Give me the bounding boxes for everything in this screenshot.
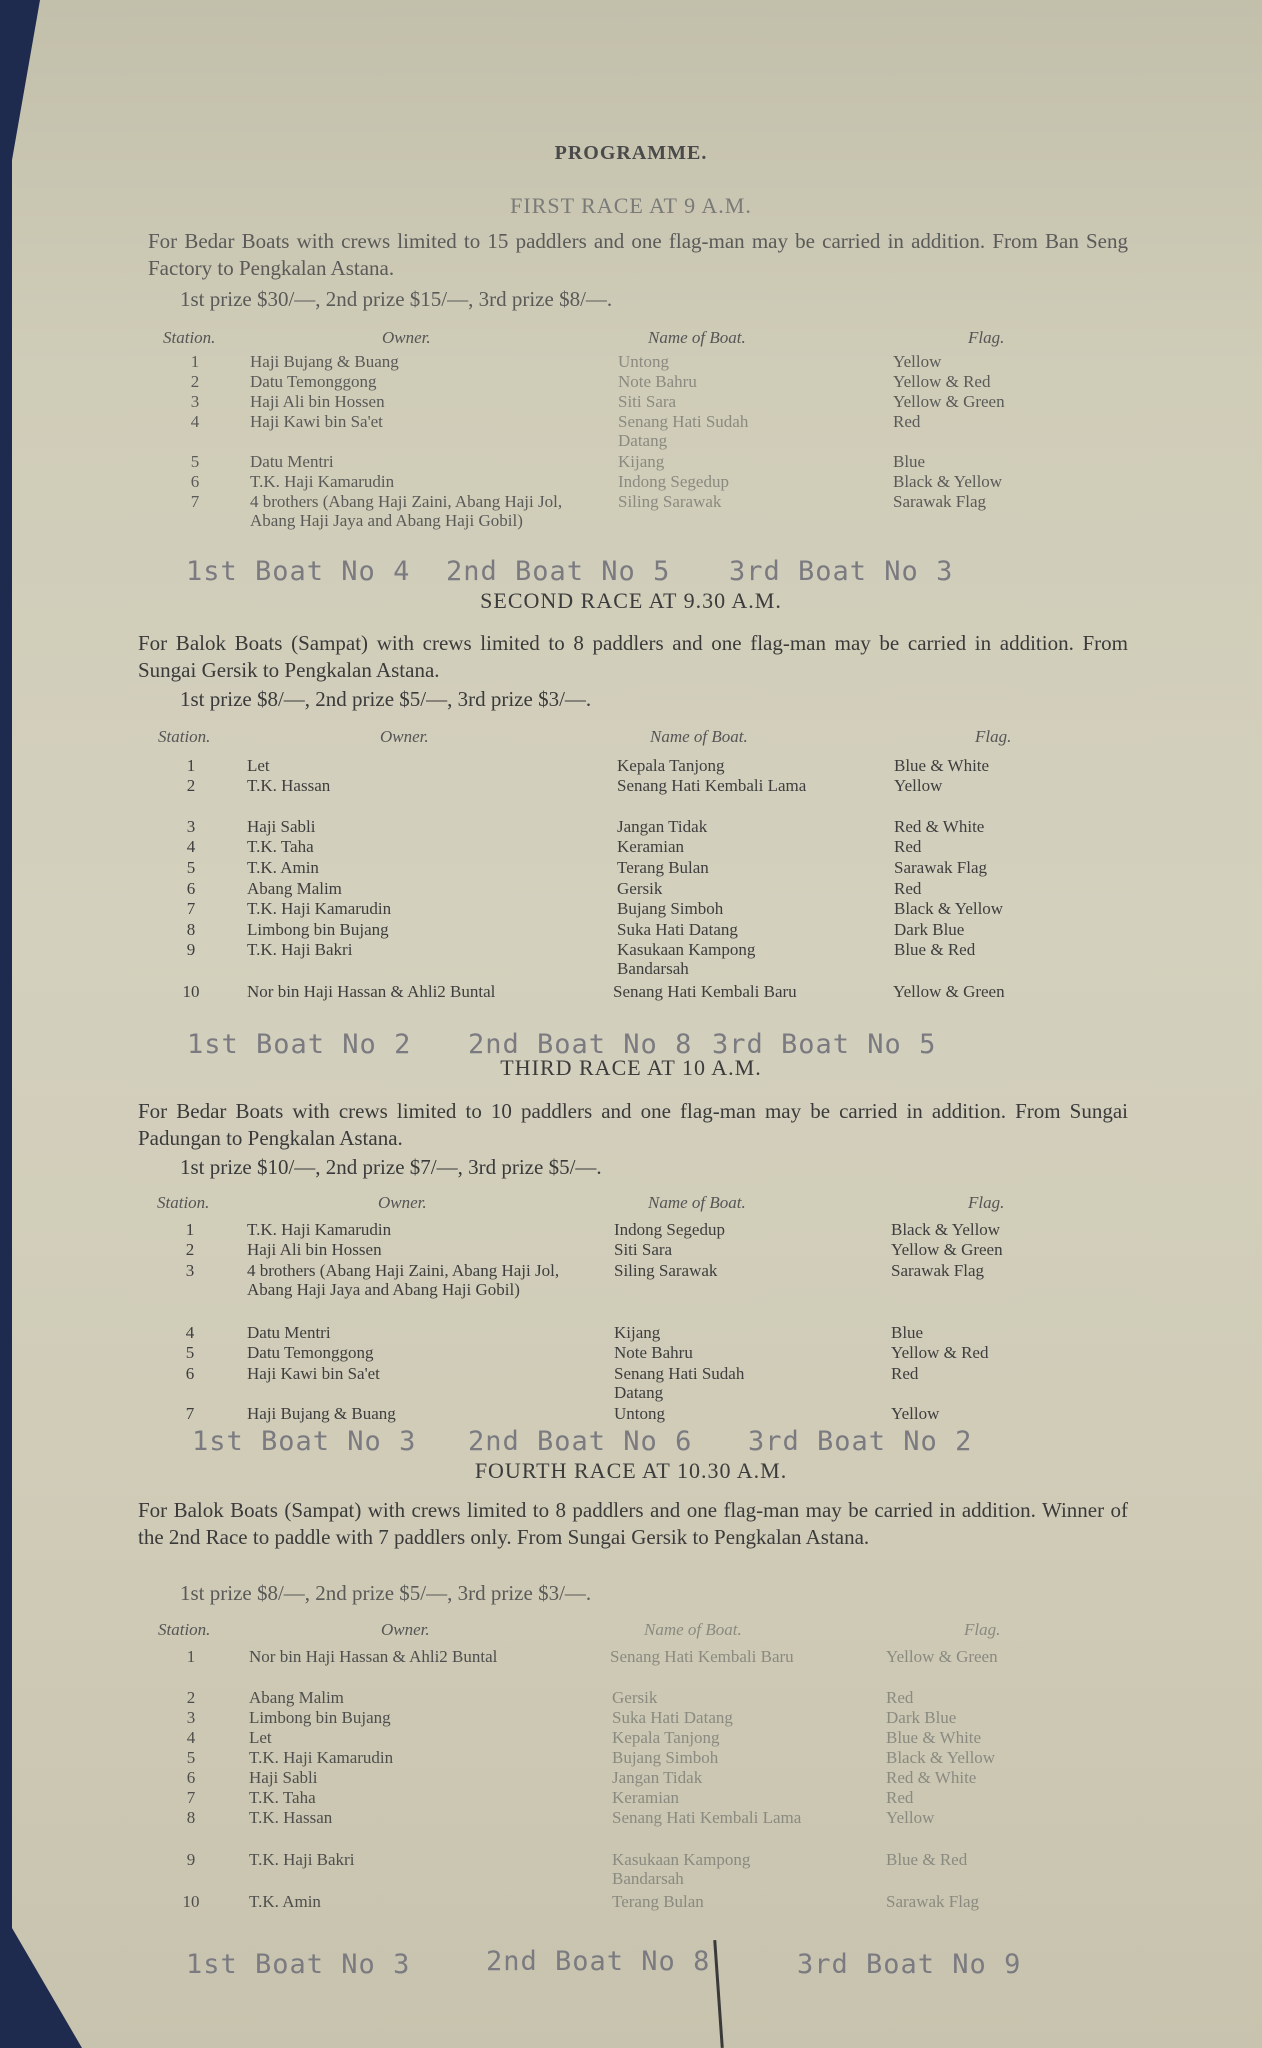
owner-name: T.K. Haji Kamarudin	[247, 1220, 392, 1239]
flag-colour: Yellow & Green	[893, 982, 1005, 1001]
boat-name: Untong	[618, 352, 669, 371]
flag-colour: Sarawak Flag	[891, 1261, 985, 1280]
flag-colour: Sarawak Flag	[894, 858, 988, 877]
flag-colour: Red & White	[886, 1768, 977, 1787]
race-4-prizes: 1st prize $8/—, 2nd prize $5/—, 3rd prize $3/—.	[180, 1581, 592, 1605]
owner-name: T.K. Amin	[249, 1892, 321, 1911]
race-1-first-place: 1st Boat No 4	[186, 556, 411, 587]
race-3-prizes: 1st prize $10/—, 2nd prize $7/—, 3rd prize $5/—.	[180, 1155, 602, 1179]
station-number: 10	[182, 982, 200, 1001]
owner-name: Limbong bin Bujang	[249, 1708, 391, 1727]
boat-name: Note Bahru	[614, 1343, 693, 1362]
station-number: 6	[186, 879, 196, 898]
owner-name: Datu Mentri	[247, 1323, 331, 1342]
owner-name: Haji Sabli	[247, 817, 316, 836]
boat-name: Terang Bulan	[612, 1892, 704, 1911]
station-number: 5	[186, 1748, 196, 1767]
flag-colour: Yellow & Green	[891, 1240, 1003, 1259]
race-1-third-place: 3rd Boat No 3	[729, 556, 954, 587]
station-number: 4	[186, 837, 196, 856]
race-4-heading: FOURTH RACE AT 10.30 A.M.	[474, 1458, 788, 1483]
flag-colour: Yellow	[893, 352, 942, 371]
boat-name: Untong	[614, 1404, 665, 1423]
boat-name: Senang Hati Kembali Baru	[613, 982, 797, 1001]
col-station: Station.	[158, 1620, 211, 1639]
boat-name: Kepala Tanjong	[612, 1728, 720, 1747]
flag-colour: Black & Yellow	[893, 472, 1003, 491]
race-4-second-place: 2nd Boat No 8	[486, 1946, 711, 1977]
boat-name: Senang Hati Kembali Baru	[610, 1647, 794, 1666]
station-number: 4	[185, 1323, 195, 1342]
race-2-third-place: 3rd Boat No 5	[712, 1029, 937, 1060]
race-1-description: For Bedar Boats with crews limited to 15 paddlers and one flag-man may be carried in addition. From Ban Seng Factory to Pengkalan Astana.	[148, 229, 1128, 280]
boat-name: Siti Sara	[618, 392, 677, 411]
flag-colour: Black & Yellow	[891, 1220, 1001, 1239]
boat-name: Keramian	[617, 837, 685, 856]
owner-name: T.K. Hassan	[249, 1808, 333, 1827]
owner-name: Datu Temonggong	[247, 1343, 374, 1362]
flag-colour: Sarawak Flag	[893, 492, 987, 511]
race-3-second-place: 2nd Boat No 6	[468, 1426, 693, 1457]
station-number: 7	[186, 899, 196, 918]
race-3-first-place: 1st Boat No 3	[192, 1426, 417, 1457]
owner-name: Abang Malim	[249, 1688, 344, 1707]
flag-colour: Yellow	[886, 1808, 935, 1827]
flag-colour: Dark Blue	[894, 920, 965, 939]
col-station: Station.	[157, 1193, 210, 1212]
station-number: 3	[185, 1261, 195, 1280]
race-4-first-place: 1st Boat No 3	[186, 1949, 411, 1980]
owner-name: 4 brothers (Abang Haji Zaini, Abang Haji Jol, Abang Haji Jaya and Abang Haji Gobil)	[247, 1261, 560, 1299]
boat-name: Senang Hati Sudah Datang	[614, 1364, 745, 1402]
race-3-third-place: 3rd Boat No 2	[748, 1426, 973, 1457]
flag-colour: Red & White	[894, 817, 985, 836]
owner-name: T.K. Hassan	[247, 776, 331, 795]
flag-colour: Blue	[893, 452, 926, 471]
station-number: 2	[186, 1688, 196, 1707]
owner-name: 4 brothers (Abang Haji Zaini, Abang Haji Jol, Abang Haji Jaya and Abang Haji Gobil)	[250, 492, 563, 530]
boat-name: Gersik	[617, 879, 663, 898]
flag-colour: Red	[894, 879, 922, 898]
race-2-prizes: 1st prize $8/—, 2nd prize $5/—, 3rd prize $3/—.	[180, 687, 592, 711]
flag-colour: Black & Yellow	[886, 1748, 996, 1767]
boat-name: Indong Segedup	[618, 472, 729, 491]
owner-name: T.K. Haji Kamarudin	[249, 1748, 394, 1767]
boat-name: Siling Sarawak	[614, 1261, 718, 1280]
flag-colour: Blue & Red	[894, 940, 976, 959]
station-number: 1	[186, 1647, 196, 1666]
boat-name: Kasukaan Kampong Bandarsah	[612, 1850, 751, 1888]
col-station: Station.	[158, 727, 211, 746]
boat-name: Kijang	[614, 1323, 661, 1342]
flag-colour: Red	[891, 1364, 919, 1383]
flag-colour: Red	[894, 837, 922, 856]
col-owner: Owner.	[380, 727, 429, 746]
flag-colour: Yellow	[894, 776, 943, 795]
station-number: 2	[190, 372, 200, 391]
race-1-second-place: 2nd Boat No 5	[446, 556, 671, 587]
owner-name: Datu Temonggong	[250, 372, 377, 391]
flag-colour: Red	[886, 1688, 914, 1707]
owner-name: T.K. Haji Bakri	[249, 1850, 355, 1869]
table-row	[0, 1892, 1262, 1952]
owner-name: Datu Mentri	[250, 452, 334, 471]
station-number: 5	[185, 1343, 195, 1362]
station-number: 7	[190, 492, 200, 511]
boat-name: Jangan Tidak	[617, 817, 708, 836]
owner-name: T.K. Haji Kamarudin	[247, 899, 392, 918]
owner-name: Haji Kawi bin Sa'et	[247, 1364, 380, 1383]
col-owner: Owner.	[382, 328, 431, 347]
owner-name: Haji Kawi bin Sa'et	[250, 412, 383, 431]
torn-corner-top	[12, 0, 40, 160]
owner-name: Haji Bujang & Buang	[250, 352, 399, 371]
col-flag: Flag.	[964, 1620, 1001, 1639]
col-boat: Name of Boat.	[648, 1193, 746, 1212]
boat-name: Keramian	[612, 1788, 680, 1807]
flag-colour: Yellow	[891, 1404, 940, 1423]
station-number: 3	[186, 1708, 196, 1727]
owner-name: Haji Sabli	[249, 1768, 318, 1787]
station-number: 3	[186, 817, 196, 836]
station-number: 4	[186, 1728, 196, 1747]
boat-name: Gersik	[612, 1688, 658, 1707]
race-3-description: For Bedar Boats with crews limited to 10 paddlers and one flag-man may be carried in addition. From Sungai Padungan to Pengkalan Astana.	[138, 1099, 1128, 1150]
race-1-prizes: 1st prize $30/—, 2nd prize $15/—, 3rd prize $8/—.	[180, 287, 613, 311]
owner-name: Let	[249, 1728, 272, 1747]
race-4-description: For Balok Boats (Sampat) with crews limited to 8 paddlers and one flag-man may be carried in addition. Winner of the 2nd Race to paddle with 7 paddlers only. From Sungai Gersik to Pengkalan Astana.	[138, 1498, 1128, 1549]
owner-name: T.K. Haji Kamarudin	[250, 472, 395, 491]
boat-name: Indong Segedup	[614, 1220, 725, 1239]
owner-name: Haji Ali bin Hossen	[247, 1240, 382, 1259]
owner-name: Let	[247, 756, 270, 775]
station-number: 10	[182, 1892, 200, 1911]
owner-name: T.K. Amin	[247, 858, 319, 877]
programme-title: PROGRAMME.	[554, 142, 708, 164]
race-4-third-place: 3rd Boat No 9	[797, 1949, 1022, 1980]
boat-name: Note Bahru	[618, 372, 697, 391]
col-boat: Name of Boat.	[644, 1620, 742, 1639]
boat-name: Siling Sarawak	[618, 492, 722, 511]
boat-name: Senang Hati Kembali Lama	[612, 1808, 802, 1827]
col-owner: Owner.	[381, 1620, 430, 1639]
col-boat: Name of Boat.	[648, 328, 746, 347]
station-number: 5	[186, 858, 196, 877]
station-number: 1	[190, 352, 200, 371]
boat-name: Suka Hati Datang	[612, 1708, 733, 1727]
station-number: 7	[186, 1788, 196, 1807]
race-2-second-place: 2nd Boat No 8	[468, 1029, 693, 1060]
station-number: 4	[190, 412, 200, 431]
station-number: 6	[186, 1768, 196, 1787]
flag-colour: Blue & Red	[886, 1850, 968, 1869]
flag-colour: Yellow & Green	[893, 392, 1005, 411]
col-station: Station.	[163, 328, 216, 347]
boat-name: Siti Sara	[614, 1240, 673, 1259]
station-number: 6	[185, 1364, 195, 1383]
station-number: 6	[190, 472, 200, 491]
owner-name: Haji Ali bin Hossen	[250, 392, 385, 411]
station-number: 2	[185, 1240, 195, 1259]
owner-name: T.K. Haji Bakri	[247, 940, 353, 959]
flag-colour: Blue & White	[886, 1728, 982, 1747]
boat-name: Jangan Tidak	[612, 1768, 703, 1787]
flag-colour: Yellow & Green	[886, 1647, 998, 1666]
owner-name: Nor bin Haji Hassan & Ahli2 Buntal	[249, 1647, 498, 1666]
race-2-heading: SECOND RACE AT 9.30 A.M.	[480, 588, 782, 613]
owner-name: Limbong bin Bujang	[247, 920, 389, 939]
station-number: 3	[190, 392, 200, 411]
flag-colour: Red	[886, 1788, 914, 1807]
boat-name: Senang Hati Kembali Lama	[617, 776, 807, 795]
race-2-description: For Balok Boats (Sampat) with crews limited to 8 paddlers and one flag-man may be carried in addition. From Sungai Gersik to Pengkalan Astana.	[138, 631, 1128, 682]
boat-name: Suka Hati Datang	[617, 920, 738, 939]
boat-name: Bujang Simboh	[612, 1748, 719, 1767]
station-number: 1	[186, 756, 196, 775]
owner-name: T.K. Taha	[247, 837, 314, 856]
col-flag: Flag.	[968, 1193, 1005, 1212]
owner-name: Nor bin Haji Hassan & Ahli2 Buntal	[247, 982, 496, 1001]
boat-name: Senang Hati Sudah Datang	[618, 412, 749, 450]
owner-name: T.K. Taha	[249, 1788, 316, 1807]
boat-name: Kasukaan Kampong Bandarsah	[617, 940, 756, 978]
race-2-first-place: 1st Boat No 2	[187, 1029, 412, 1060]
station-number: 8	[186, 1808, 196, 1827]
table-row	[0, 1261, 1262, 1321]
race-1-heading: FIRST RACE AT 9 A.M.	[510, 193, 752, 218]
station-number: 2	[186, 776, 196, 795]
flag-colour: Blue	[891, 1323, 924, 1342]
flag-colour: Yellow & Red	[893, 372, 991, 391]
col-flag: Flag.	[968, 328, 1005, 347]
station-number: 9	[186, 1850, 196, 1869]
owner-name: Abang Malim	[247, 879, 342, 898]
table-row	[0, 492, 1262, 552]
station-number: 7	[185, 1404, 195, 1423]
boat-name: Kepala Tanjong	[617, 756, 725, 775]
boat-name: Bujang Simboh	[617, 899, 724, 918]
flag-colour: Yellow & Red	[891, 1343, 989, 1362]
col-flag: Flag.	[975, 727, 1012, 746]
col-owner: Owner.	[378, 1193, 427, 1212]
station-number: 1	[185, 1220, 195, 1239]
flag-colour: Sarawak Flag	[886, 1892, 980, 1911]
boat-name: Terang Bulan	[617, 858, 709, 877]
owner-name: Haji Bujang & Buang	[247, 1404, 396, 1423]
flag-colour: Dark Blue	[886, 1708, 957, 1727]
race-3-heading: THIRD RACE AT 10 A.M.	[500, 1055, 762, 1080]
boat-name: Kijang	[618, 452, 665, 471]
station-number: 9	[186, 940, 196, 959]
flag-colour: Red	[893, 412, 921, 431]
col-boat: Name of Boat.	[650, 727, 748, 746]
flag-colour: Blue & White	[894, 756, 990, 775]
station-number: 5	[190, 452, 200, 471]
station-number: 8	[186, 920, 196, 939]
paper-tear	[713, 1940, 724, 2048]
flag-colour: Black & Yellow	[894, 899, 1004, 918]
